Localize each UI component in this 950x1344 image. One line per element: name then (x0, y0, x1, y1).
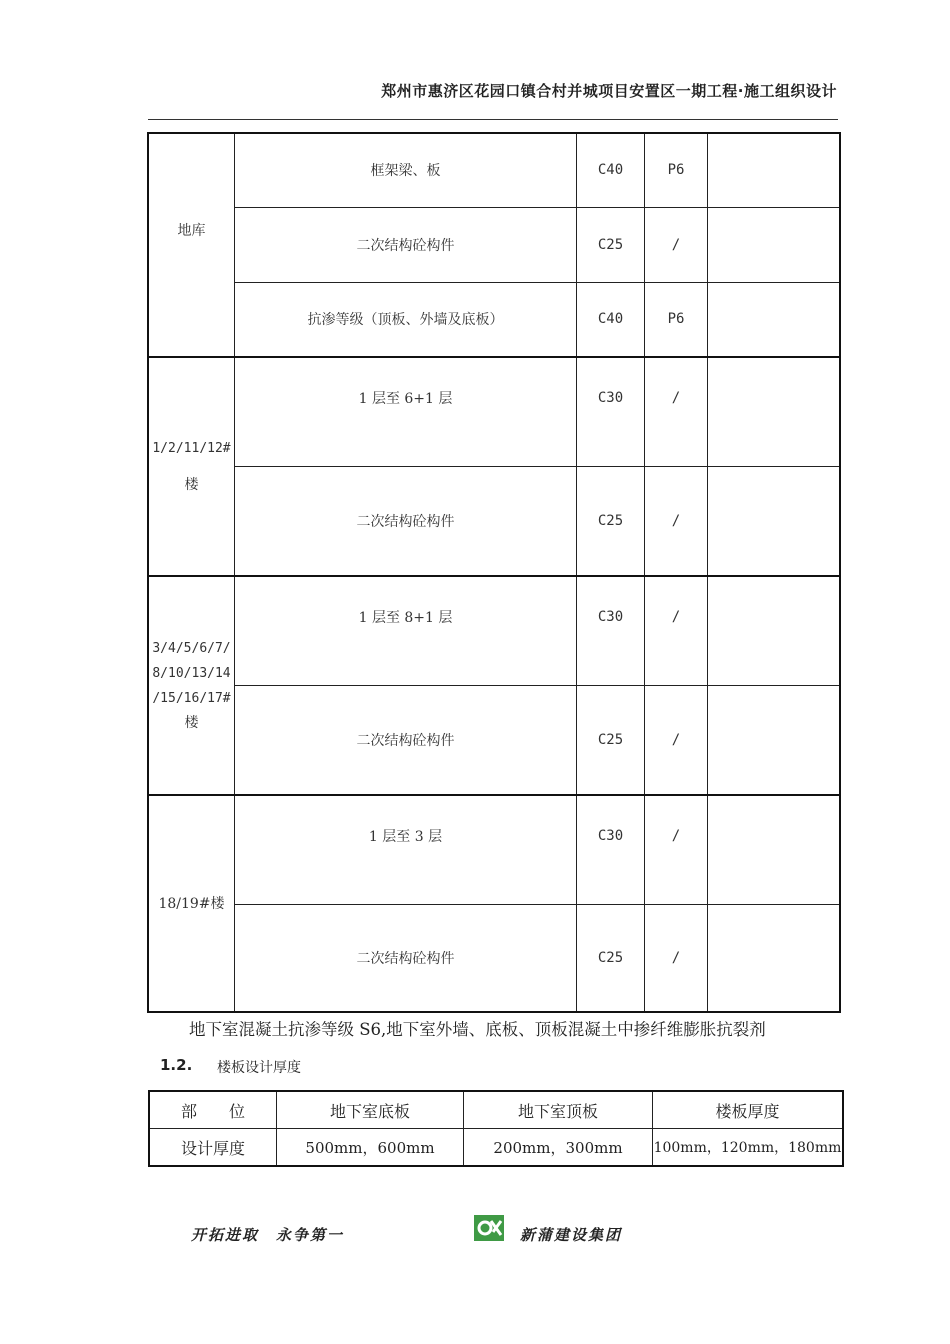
grade-cell: C40 (577, 133, 645, 207)
seepage-cell: / (645, 207, 708, 282)
part-cell: 1/2/11/12# 楼 (148, 357, 235, 576)
grade-cell: C40 (577, 282, 645, 357)
seepage-cell: / (645, 357, 708, 466)
footer-company: 新蒲建设集团 (520, 1226, 623, 1244)
item-cell: 1 层至 6+1 层 (235, 357, 577, 466)
part-cell: 地库 (148, 133, 235, 357)
item-cell: 1 层至 3 层 (235, 795, 577, 904)
note-cell (708, 685, 841, 795)
header-cell: 部 位 (149, 1091, 277, 1129)
note-cell (708, 207, 841, 282)
value-cell: 500mm，600mm (277, 1129, 464, 1167)
footer-motto: 开拓进取 永争第一 (191, 1226, 345, 1244)
seepage-cell: P6 (645, 282, 708, 357)
seepage-cell: P6 (645, 133, 708, 207)
header-cell: 楼板厚度 (653, 1091, 844, 1129)
note-cell (708, 357, 841, 466)
value-cell: 100mm，120mm，180mm (653, 1129, 844, 1167)
item-cell: 框架梁、板 (235, 133, 577, 207)
grade-cell: C30 (577, 795, 645, 904)
seepage-cell: / (645, 576, 708, 685)
grade-cell: C25 (577, 466, 645, 576)
item-cell: 1 层至 8+1 层 (235, 576, 577, 685)
seepage-cell: / (645, 466, 708, 576)
company-logo-icon (474, 1215, 504, 1241)
note-cell (708, 133, 841, 207)
slab-thickness-table (148, 1090, 844, 1167)
item-cell: 二次结构砼构件 (235, 207, 577, 282)
header-cell: 地下室顶板 (464, 1091, 653, 1129)
grade-cell: C25 (577, 207, 645, 282)
seepage-note: 地下室混凝土抗渗等级 S6,地下室外墙、底板、顶板混凝土中掺纤维膨胀抗裂剂 (189, 1020, 766, 1039)
note-cell (708, 795, 841, 904)
seepage-cell: / (645, 904, 708, 1012)
note-cell (708, 904, 841, 1012)
item-cell: 抗渗等级（顶板、外墙及底板） (235, 282, 577, 357)
item-cell: 二次结构砼构件 (235, 685, 577, 795)
value-cell: 200mm，300mm (464, 1129, 653, 1167)
section-title: 楼板设计厚度 (217, 1060, 301, 1076)
concrete-grade-table (147, 132, 841, 1013)
part-cell: 18/19#楼 (148, 795, 235, 1012)
seepage-cell: / (645, 795, 708, 904)
grade-cell: C30 (577, 357, 645, 466)
note-cell (708, 576, 841, 685)
item-cell: 二次结构砼构件 (235, 466, 577, 576)
item-cell: 二次结构砼构件 (235, 904, 577, 1012)
header-divider (148, 119, 838, 120)
page-header-title: 郑州市惠济区花园口镇合村并城项目安置区一期工程·施工组织设计 (381, 82, 837, 100)
part-cell: 3/4/5/6/7/ 8/10/13/14 /15/16/17# 楼 (148, 576, 235, 795)
note-cell (708, 466, 841, 576)
section-number: 1.2. (160, 1056, 193, 1074)
grade-cell: C25 (577, 685, 645, 795)
seepage-cell: / (645, 685, 708, 795)
row-label-cell: 设计厚度 (149, 1129, 277, 1167)
grade-cell: C30 (577, 576, 645, 685)
header-cell: 地下室底板 (277, 1091, 464, 1129)
note-cell (708, 282, 841, 357)
grade-cell: C25 (577, 904, 645, 1012)
